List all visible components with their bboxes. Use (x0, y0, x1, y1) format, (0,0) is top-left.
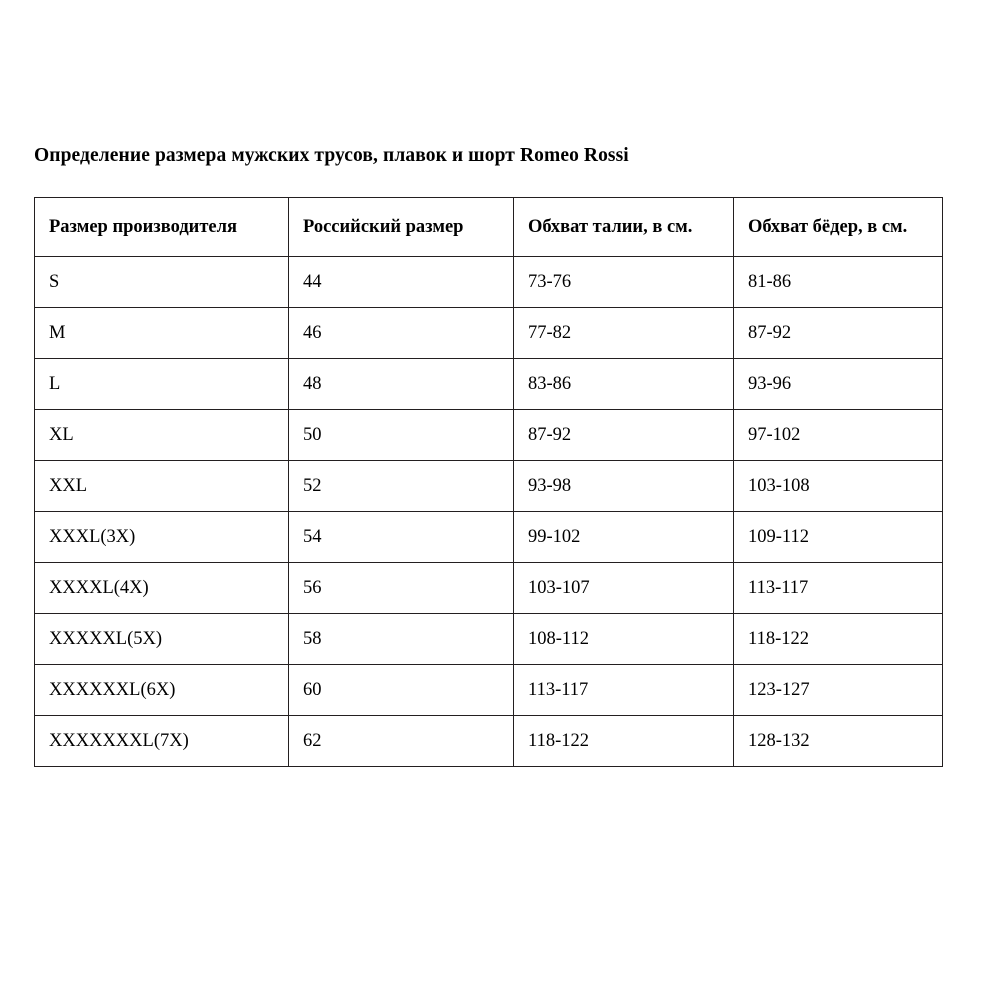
cell-manufacturer-size: XXL (35, 461, 289, 512)
cell-russian-size: 56 (289, 563, 514, 614)
table-row (35, 461, 943, 512)
cell-russian-size: 54 (289, 512, 514, 563)
cell-waist: 108-112 (514, 614, 734, 665)
table-header-row (35, 198, 943, 257)
cell-waist: 87-92 (514, 410, 734, 461)
cell-manufacturer-size: XL (35, 410, 289, 461)
page-title: Определение размера мужских трусов, плавок и шорт Romeo Rossi (34, 145, 629, 166)
cell-waist: 99-102 (514, 512, 734, 563)
cell-waist: 103-107 (514, 563, 734, 614)
table-row (35, 308, 943, 359)
cell-manufacturer-size: XXXXXXL(6X) (35, 665, 289, 716)
cell-manufacturer-size: XXXXXXXL(7X) (35, 716, 289, 767)
table-row (35, 410, 943, 461)
cell-hips: 118-122 (734, 614, 943, 665)
cell-hips: 109-112 (734, 512, 943, 563)
cell-waist: 77-82 (514, 308, 734, 359)
cell-russian-size: 46 (289, 308, 514, 359)
cell-russian-size: 60 (289, 665, 514, 716)
table-row (35, 614, 943, 665)
size-chart-table (34, 197, 943, 767)
cell-russian-size: 52 (289, 461, 514, 512)
cell-waist: 83-86 (514, 359, 734, 410)
column-header-waist: Обхват талии, в см. (514, 198, 734, 257)
column-header-manufacturer-size: Размер производителя (35, 198, 289, 257)
cell-hips: 93-96 (734, 359, 943, 410)
column-header-russian-size: Российский размер (289, 198, 514, 257)
cell-hips: 97-102 (734, 410, 943, 461)
table-row (35, 665, 943, 716)
cell-russian-size: 62 (289, 716, 514, 767)
cell-waist: 113-117 (514, 665, 734, 716)
table-row (35, 359, 943, 410)
cell-hips: 113-117 (734, 563, 943, 614)
cell-hips: 81-86 (734, 257, 943, 308)
cell-hips: 128-132 (734, 716, 943, 767)
cell-manufacturer-size: S (35, 257, 289, 308)
table-row (35, 257, 943, 308)
cell-manufacturer-size: XXXXXL(5X) (35, 614, 289, 665)
cell-manufacturer-size: XXXL(3X) (35, 512, 289, 563)
cell-manufacturer-size: M (35, 308, 289, 359)
cell-russian-size: 44 (289, 257, 514, 308)
table-row (35, 512, 943, 563)
cell-hips: 103-108 (734, 461, 943, 512)
cell-hips: 123-127 (734, 665, 943, 716)
cell-russian-size: 58 (289, 614, 514, 665)
cell-waist: 93-98 (514, 461, 734, 512)
cell-hips: 87-92 (734, 308, 943, 359)
cell-manufacturer-size: L (35, 359, 289, 410)
table-row (35, 716, 943, 767)
cell-russian-size: 48 (289, 359, 514, 410)
table-row (35, 563, 943, 614)
cell-manufacturer-size: XXXXL(4X) (35, 563, 289, 614)
cell-waist: 73-76 (514, 257, 734, 308)
table-body (35, 257, 943, 767)
cell-waist: 118-122 (514, 716, 734, 767)
column-header-hips: Обхват бёдер, в см. (734, 198, 943, 257)
cell-russian-size: 50 (289, 410, 514, 461)
